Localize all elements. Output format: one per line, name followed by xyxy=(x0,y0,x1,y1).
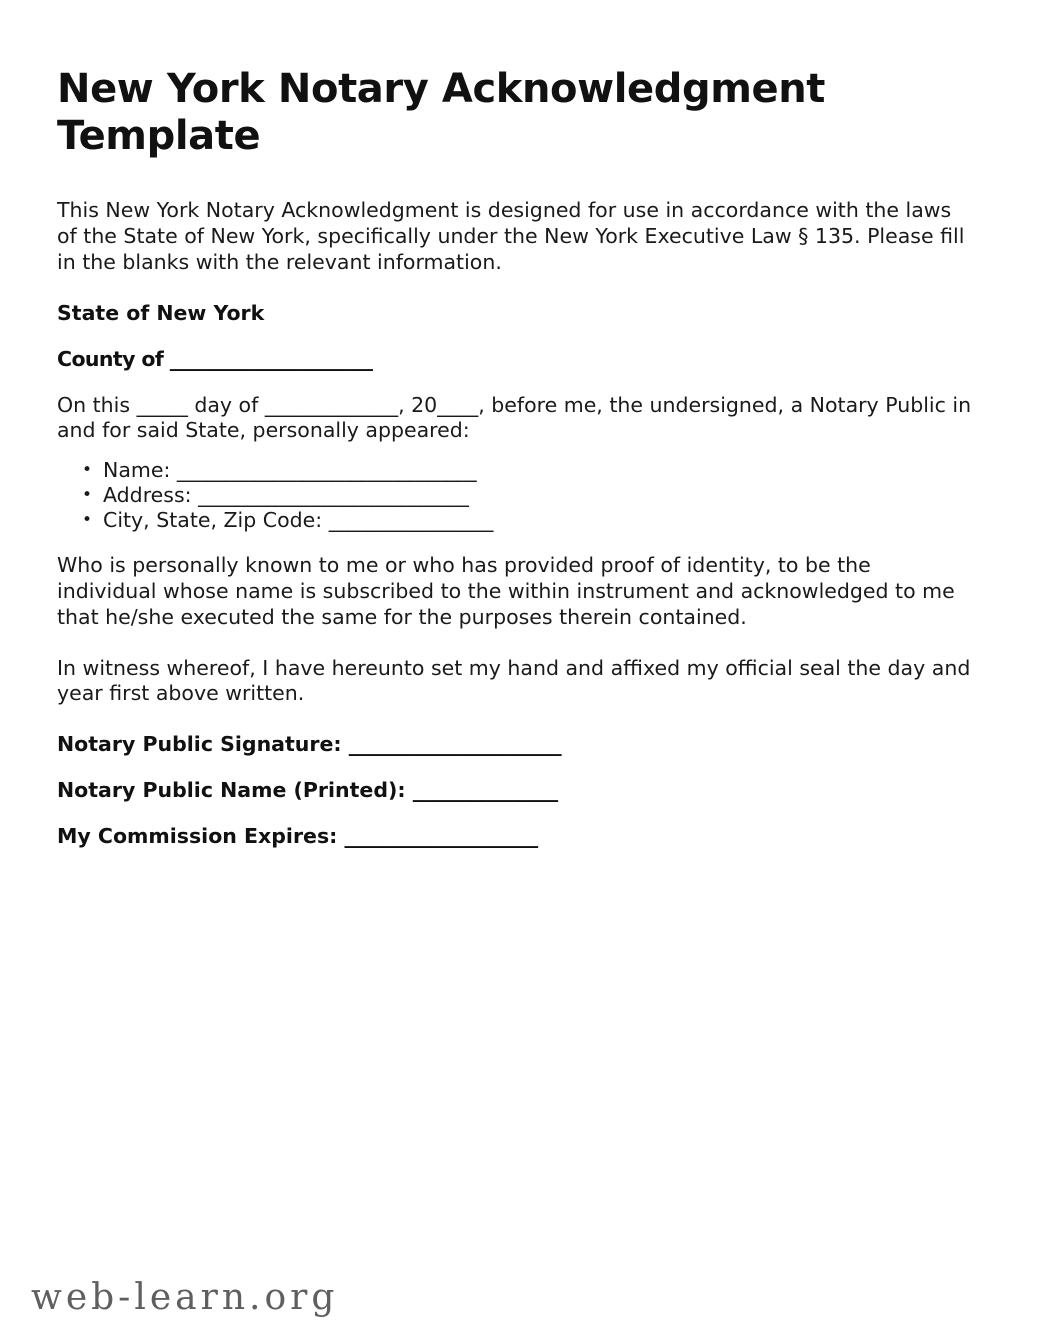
state-line: State of New York xyxy=(57,300,265,325)
field-blank: ____________________________ xyxy=(198,483,469,508)
field-label: Address: xyxy=(103,483,192,508)
page-title: New York Notary Acknowledgment Template xyxy=(57,66,826,160)
field-label: City, State, Zip Code: xyxy=(103,508,323,533)
list-item xyxy=(103,508,977,533)
intro-paragraph: This New York Notary Acknowledgment is designed for use in accordance with the laws of the State of New York, specifically under the New York Executive Law § 135. Please fill in the blanks with the relevant information. xyxy=(57,198,965,275)
notary-signature-label: Notary Public Signature: xyxy=(57,732,342,757)
known-paragraph: Who is personally known to me or who has provided proof of identity, to be the individual whose name is subscribed to the within instrument and acknowledged to me that he/she executed the same for the purposes therein contained. xyxy=(57,553,955,629)
field-blank: _________________ xyxy=(328,508,493,533)
spacer xyxy=(57,327,977,347)
notary-name-blank: _______________ xyxy=(412,778,558,803)
notary-signature-line xyxy=(57,732,977,758)
appearer-fields-list xyxy=(57,458,977,533)
commission-expires-line xyxy=(57,824,977,850)
spacer xyxy=(57,804,977,824)
spacer xyxy=(57,533,977,553)
commission-expires-label: My Commission Expires: xyxy=(57,823,338,848)
list-item xyxy=(103,483,977,508)
witness-paragraph: In witness whereof, I have hereunto set my hand and affixed my official seal the day and year first above written. xyxy=(57,655,971,706)
spacer xyxy=(57,276,977,301)
county-line: County of _____________________ xyxy=(57,346,373,371)
field-label: Name: xyxy=(103,458,171,483)
list-item xyxy=(103,458,977,483)
notary-name-line xyxy=(57,778,977,804)
notary-name-label: Notary Public Name (Printed): xyxy=(57,778,406,803)
spacer xyxy=(57,160,977,198)
spacer xyxy=(57,373,977,393)
notary-signature-blank: ______________________ xyxy=(348,732,562,757)
spacer xyxy=(57,758,977,778)
spacer xyxy=(57,631,977,656)
field-blank: _______________________________ xyxy=(176,458,477,483)
commission-expires-blank: ____________________ xyxy=(344,823,538,848)
date-paragraph: On this _____ day of _____________, 20____, before me, the undersigned, a Notary Public in and for said State, personally appeared: xyxy=(57,392,972,443)
spacer xyxy=(57,707,977,732)
footer-watermark: web-learn.org xyxy=(31,1277,339,1318)
spacer xyxy=(57,444,977,458)
